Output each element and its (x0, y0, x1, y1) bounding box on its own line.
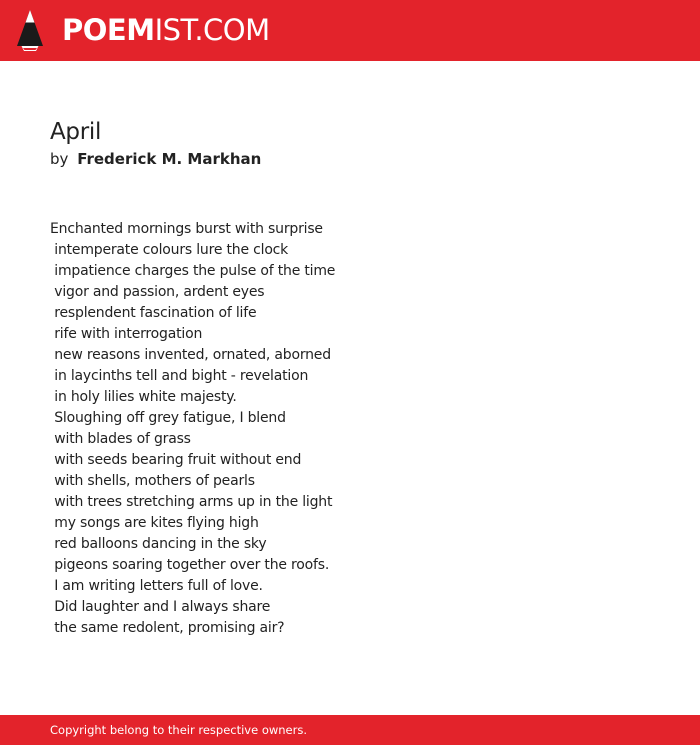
poem-line: in holy lilies white majesty. (50, 389, 237, 405)
pencil-logo-icon[interactable] (17, 10, 43, 51)
logo-light-text: IST.COM (154, 13, 270, 47)
poem-line: the same redolent, promising air? (50, 620, 285, 636)
site-footer (0, 715, 700, 745)
poem-line: intemperate colours lure the clock (50, 242, 289, 258)
by-label: by (50, 150, 69, 168)
poem-line: Enchanted mornings burst with surprise (50, 221, 323, 237)
poem-byline (50, 148, 261, 170)
poem-line: rife with interrogation (50, 326, 203, 342)
poem-line: new reasons invented, ornated, aborned (50, 347, 331, 363)
poem-line: I am writing letters full of love. (50, 578, 263, 594)
poem-line: resplendent fascination of life (50, 305, 257, 321)
poem-line: with seeds bearing fruit without end (50, 452, 302, 468)
poem-line: in laycinths tell and bight - revelation (50, 368, 309, 384)
poem-line: with shells, mothers of pearls (50, 473, 255, 489)
poem-line: red balloons dancing in the sky (50, 536, 267, 552)
logo-bold-text: POEM (62, 13, 155, 47)
poem-line: impatience charges the pulse of the time (50, 263, 336, 279)
site-logo[interactable] (62, 12, 270, 48)
site-header (0, 0, 700, 61)
poem-author[interactable]: Frederick M. Markhan (77, 150, 262, 168)
poem-line: my songs are kites flying high (50, 515, 259, 531)
poem-line: with blades of grass (50, 431, 191, 447)
poem-line: Sloughing off grey fatigue, I blend (50, 410, 286, 426)
poem-line: pigeons soaring together over the roofs. (50, 557, 330, 573)
copyright-text: Copyright belong to their respective owners. (50, 723, 308, 737)
poem-line: Did laughter and I always share (50, 599, 271, 615)
poem-body (50, 219, 335, 639)
poem-title: April (50, 119, 102, 145)
poem-line: vigor and passion, ardent eyes (50, 284, 265, 300)
poem-line: with trees stretching arms up in the light (50, 494, 333, 510)
